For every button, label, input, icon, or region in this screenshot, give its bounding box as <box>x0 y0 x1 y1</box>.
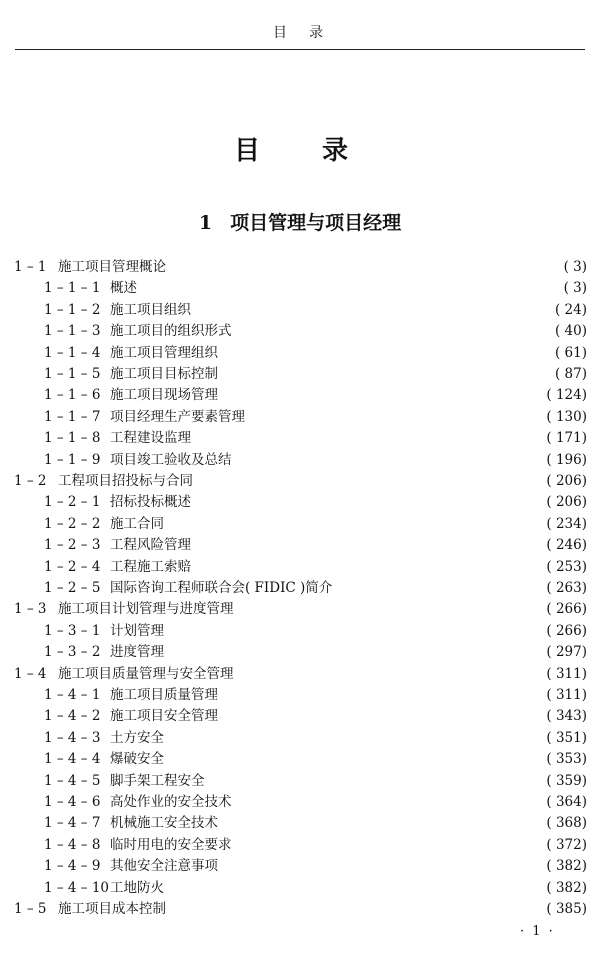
toc-entry-title: 土方安全 <box>110 729 164 746</box>
toc-entry-title: 脚手架工程安全 <box>110 772 205 789</box>
chapter-number: 1 <box>198 212 213 234</box>
toc-entry-code: 1 – 5 <box>14 901 47 917</box>
toc-subsection-row[interactable] <box>0 856 600 877</box>
toc-subsection-row[interactable] <box>0 621 600 642</box>
toc-entry-code: 1 – 4 – 5 <box>44 772 101 789</box>
toc-entry-page: ( 3) <box>563 259 587 275</box>
toc-entry-code: 1 – 1 – 9 <box>44 451 101 468</box>
toc-entry-page: ( 40) <box>554 323 587 340</box>
toc-entry-code: 1 – 4 – 4 <box>44 751 101 768</box>
toc-entry-title: 施工项目质量管理与安全管理 <box>58 665 234 682</box>
toc-entry-code: 1 – 2 – 1 <box>44 494 101 511</box>
toc-entry-title: 项目竣工验收及总结 <box>110 451 232 468</box>
toc-entry-page: ( 372) <box>546 836 587 853</box>
toc-entry-title: 进度管理 <box>110 644 164 661</box>
toc-entry-code: 1 – 3 <box>14 601 47 618</box>
toc-entry-code: 1 – 3 – 2 <box>44 644 101 661</box>
toc-subsection-row[interactable] <box>0 578 600 599</box>
toc-entry-code: 1 – 2 – 3 <box>44 537 101 554</box>
toc-entry-page: ( 368) <box>546 815 587 832</box>
toc-entry-code: 1 – 1 – 8 <box>44 430 101 447</box>
toc-entry-code: 1 – 4 – 3 <box>44 729 101 746</box>
toc-subsection-row[interactable] <box>0 321 600 342</box>
toc-subsection-row[interactable] <box>0 728 600 749</box>
chapter-title: 项目管理与项目经理 <box>230 212 402 234</box>
toc-entry-code: 1 – 2 <box>14 473 47 489</box>
toc-entry-page: ( 266) <box>546 622 587 639</box>
toc-entry-page: ( 206) <box>546 473 587 489</box>
toc-entry-title: 施工项目安全管理 <box>110 708 218 725</box>
toc-subsection-row[interactable] <box>0 878 600 899</box>
toc-entry-code: 1 – 4 – 1 <box>44 687 101 703</box>
toc-section-row[interactable] <box>0 599 600 620</box>
toc-entry-code: 1 – 1 – 6 <box>44 387 101 404</box>
toc-entry-page: ( 124) <box>546 387 587 404</box>
toc-entry-code: 1 – 4 – 9 <box>44 858 101 875</box>
toc-subsection-row[interactable] <box>0 557 600 578</box>
toc-subsection-row[interactable] <box>0 514 600 535</box>
toc-subsection-row[interactable] <box>0 450 600 471</box>
toc-entry-code: 1 – 1 – 2 <box>44 301 101 318</box>
toc-entry-page: ( 359) <box>546 772 587 789</box>
toc-subsection-row[interactable] <box>0 278 600 299</box>
toc-subsection-row[interactable] <box>0 343 600 364</box>
toc-entry-code: 1 – 1 – 5 <box>44 366 101 382</box>
toc-subsection-row[interactable] <box>0 749 600 770</box>
toc-entry-title: 施工项目的组织形式 <box>110 323 232 340</box>
toc-entry-title: 临时用电的安全要求 <box>110 836 232 853</box>
toc-entry-title: 施工项目组织 <box>110 301 191 318</box>
toc-entry-title: 工程建设监理 <box>110 430 191 447</box>
toc-entry-page: ( 343) <box>546 708 587 725</box>
toc-subsection-row[interactable] <box>0 407 600 428</box>
header-rule <box>15 49 585 50</box>
toc-section-row[interactable] <box>0 471 600 492</box>
toc-entry-title: 施工项目目标控制 <box>110 366 218 382</box>
toc-entry-page: ( 61) <box>554 344 587 361</box>
toc-entry-page: ( 234) <box>546 515 587 532</box>
toc-entry-page: ( 24) <box>554 301 587 318</box>
toc-entry-page: ( 171) <box>546 430 587 447</box>
toc-entry-code: 1 – 1 – 4 <box>44 344 101 361</box>
toc-entry-code: 1 – 4 <box>14 665 47 682</box>
toc-entry-title: 工地防火 <box>110 879 164 896</box>
toc-entry-code: 1 – 2 – 5 <box>44 580 101 596</box>
toc-entry-code: 1 – 3 – 1 <box>44 622 101 639</box>
toc-entry-page: ( 297) <box>546 644 587 661</box>
toc-subsection-row[interactable] <box>0 428 600 449</box>
toc-subsection-row[interactable] <box>0 792 600 813</box>
toc-entry-page: ( 87) <box>554 366 587 382</box>
toc-subsection-row[interactable] <box>0 685 600 706</box>
toc-entry-page: ( 246) <box>546 537 587 554</box>
toc-entry-title: 工程风险管理 <box>110 537 191 554</box>
chapter-heading <box>0 208 600 235</box>
toc-entry-title: 施工合同 <box>110 515 164 532</box>
toc-entry-title: 施工项目现场管理 <box>110 387 218 404</box>
toc-subsection-row[interactable] <box>0 364 600 385</box>
toc-entry-page: ( 196) <box>546 451 587 468</box>
toc-subsection-row[interactable] <box>0 813 600 834</box>
toc-entry-page: ( 382) <box>546 879 587 896</box>
toc-entry-page: ( 364) <box>546 794 587 810</box>
toc-entry-code: 1 – 4 – 8 <box>44 836 101 853</box>
toc-entry-title: 计划管理 <box>110 622 164 639</box>
toc-entry-page: ( 263) <box>546 580 587 596</box>
toc-entry-code: 1 – 4 – 10 <box>44 879 110 896</box>
toc-entry-title: 工程施工索赔 <box>110 558 191 575</box>
toc-entry-title: 其他安全注意事项 <box>110 858 218 875</box>
running-header-title: 目 录 <box>273 25 327 41</box>
toc-subsection-row[interactable] <box>0 835 600 856</box>
toc-entry-page: ( 311) <box>546 687 587 703</box>
toc-entry-page: ( 3) <box>563 280 587 297</box>
toc-entry-page: ( 130) <box>546 408 587 425</box>
toc-subsection-row[interactable] <box>0 385 600 406</box>
toc-entry-code: 1 – 1 – 7 <box>44 408 101 425</box>
toc-entry-code: 1 – 4 – 7 <box>44 815 101 832</box>
toc-section-row[interactable] <box>0 257 600 278</box>
page-title: 目 录 <box>233 136 366 166</box>
toc-entry-code: 1 – 1 <box>14 259 47 275</box>
toc-section-row[interactable] <box>0 899 600 920</box>
toc-subsection-row[interactable] <box>0 706 600 727</box>
toc-subsection-row[interactable] <box>0 535 600 556</box>
toc-entry-title: 施工项目质量管理 <box>110 687 218 703</box>
toc-entry-title: 爆破安全 <box>110 751 164 768</box>
toc-entry-title: 项目经理生产要素管理 <box>110 408 245 425</box>
toc-subsection-row[interactable] <box>0 771 600 792</box>
toc-subsection-row[interactable] <box>0 300 600 321</box>
toc-entry-page: ( 311) <box>546 665 587 682</box>
toc-entry-page: ( 353) <box>546 751 587 768</box>
toc-section-row[interactable] <box>0 664 600 685</box>
page-folio: · 1 · <box>520 924 555 939</box>
toc-subsection-row[interactable] <box>0 492 600 513</box>
toc-entry-code: 1 – 4 – 6 <box>44 794 101 810</box>
toc-entry-code: 1 – 1 – 1 <box>44 280 101 297</box>
toc-entry-title: 施工项目管理概论 <box>58 259 166 275</box>
toc-entry-code: 1 – 2 – 2 <box>44 515 101 532</box>
toc-subsection-row[interactable] <box>0 642 600 663</box>
toc-entry-page: ( 351) <box>546 729 587 746</box>
toc-entry-title: 施工项目计划管理与进度管理 <box>58 601 234 618</box>
toc-entry-title: 高处作业的安全技术 <box>110 794 232 810</box>
toc-entry-title: 施工项目管理组织 <box>110 344 218 361</box>
toc-entry-title: 国际咨询工程师联合会( FIDIC )简介 <box>110 580 333 596</box>
toc-entry-code: 1 – 4 – 2 <box>44 708 101 725</box>
toc-entry-page: ( 253) <box>546 558 587 575</box>
toc-entry-title: 招标投标概述 <box>110 494 191 511</box>
toc-entry-title: 工程项目招投标与合同 <box>58 473 193 489</box>
toc-entry-page: ( 385) <box>546 901 587 917</box>
toc-entry-title: 机械施工安全技术 <box>110 815 218 832</box>
toc-entry-code: 1 – 2 – 4 <box>44 558 101 575</box>
toc-entry-title: 概述 <box>110 280 137 297</box>
toc-entry-page: ( 382) <box>546 858 587 875</box>
toc-entry-title: 施工项目成本控制 <box>58 901 166 917</box>
toc-entry-code: 1 – 1 – 3 <box>44 323 101 340</box>
toc-entry-page: ( 206) <box>546 494 587 511</box>
toc-entry-page: ( 266) <box>546 601 587 618</box>
